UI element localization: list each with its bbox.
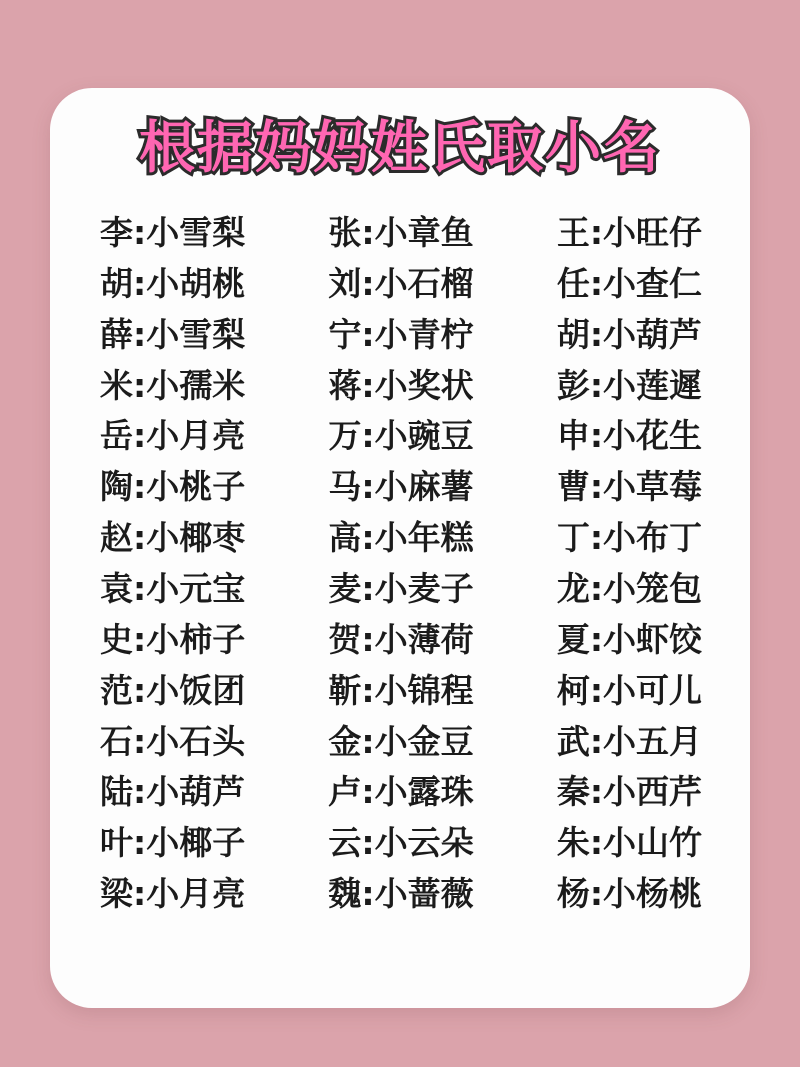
list-item: 夏:小虾饺: [556, 619, 703, 659]
page-title: 根据妈妈姓氏取小名: [139, 116, 661, 181]
nickname-column-1: [84, 210, 301, 918]
list-item: 米:小孺米: [100, 365, 246, 405]
poster-card: [50, 88, 750, 1008]
nickname-column-3: [501, 210, 716, 918]
list-item: 金:小金豆: [328, 721, 474, 761]
list-item: 王:小旺仔: [556, 213, 703, 252]
list-item: 李:小雪梨: [100, 213, 246, 252]
nickname-column-2: [301, 210, 502, 918]
list-item: 麦:小麦子: [328, 569, 474, 609]
list-item: 陶:小桃子: [100, 467, 246, 507]
list-item: 胡:小胡桃: [100, 263, 246, 303]
list-item: 曹:小草莓: [556, 467, 703, 507]
list-item: 云:小云朵: [328, 823, 474, 863]
list-item: 史:小柿子: [100, 619, 246, 659]
list-item: 朱:小山竹: [556, 823, 703, 863]
list-item: 刘:小石榴: [328, 263, 474, 303]
list-item: 梁:小月亮: [100, 874, 246, 914]
list-item: 袁:小元宝: [100, 569, 246, 609]
list-item: 武:小五月: [556, 721, 703, 761]
list-item: 彭:小莲遲: [556, 365, 703, 405]
list-item: 胡:小葫芦: [556, 314, 703, 354]
list-item: 叶:小椰子: [100, 823, 246, 863]
list-item: 石:小石头: [100, 721, 246, 761]
list-item: 高:小年糕: [328, 518, 474, 558]
list-item: 龙:小笼包: [556, 569, 703, 609]
list-item: 万:小豌豆: [328, 416, 474, 456]
list-item: 宁:小青柠: [328, 314, 474, 354]
list-item: 秦:小西芹: [556, 772, 703, 812]
list-item: 薛:小雪梨: [100, 314, 246, 354]
list-item: 马:小麻薯: [328, 467, 474, 507]
list-item: 杨:小杨桃: [556, 874, 703, 914]
list-item: 张:小章鱼: [328, 213, 474, 252]
list-item: 卢:小露珠: [328, 772, 474, 812]
list-item: 柯:小可儿: [556, 670, 703, 710]
nickname-columns: [50, 184, 750, 918]
title-container: [50, 88, 750, 184]
list-item: 任:小查仁: [556, 263, 703, 303]
list-item: 魏:小蔷薇: [328, 874, 474, 914]
list-item: 岳:小月亮: [100, 416, 246, 456]
list-item: 丁:小布丁: [556, 518, 703, 558]
list-item: 申:小花生: [556, 416, 703, 456]
list-item: 贺:小薄荷: [328, 619, 474, 659]
list-item: 蒋:小奖状: [328, 365, 474, 405]
list-item: 赵:小椰枣: [100, 518, 246, 558]
list-item: 范:小饭团: [100, 670, 246, 710]
list-item: 靳:小锦程: [328, 670, 474, 710]
list-item: 陆:小葫芦: [100, 772, 246, 812]
